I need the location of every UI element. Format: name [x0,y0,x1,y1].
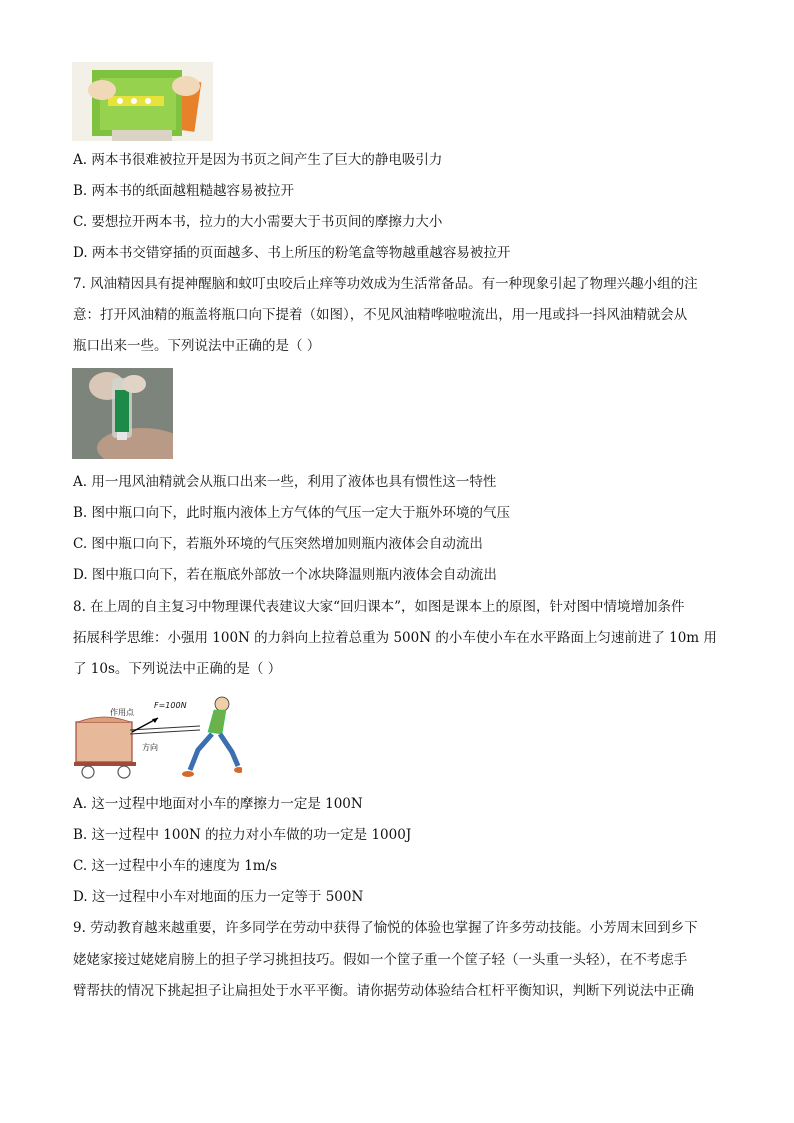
force-label: F=100N [154,701,187,710]
q9-stem-line-3: 臂帮扶的情况下挑起担子让扁担处于水平平衡。请你据劳动体验结合杠杆平衡知识，判断下列说法中正确 [73,983,694,999]
q8-option-c: C. 这一过程中小车的速度为 1m/s [73,858,278,874]
q8-option-a: A. 这一过程中地面对小车的摩擦力一定是 100N [73,796,363,812]
q7-option-d: D. 图中瓶口向下，若在瓶底外部放一个冰块降温则瓶内液体会自动流出 [73,567,497,583]
q8-option-b: B. 这一过程中 100N 的拉力对小车做的功一定是 1000J [73,827,412,843]
q8-stem-line-1: 8. 在上周的自主复习中物理课代表建议大家“回归课本”，如图是课本上的原图，针对图中情境增加条件 [73,599,685,615]
q7-stem-line-3: 瓶口出来一些。下列说法中正确的是（ ） [73,338,321,354]
books-photo [72,62,213,141]
q8-stem-line-3: 了 10s。下列说法中正确的是（ ） [73,661,282,677]
q9-stem-line-1: 9. 劳动教育越来越重要，许多同学在劳动中获得了愉悦的体验也掌握了许多劳动技能。小芳周末回到乡下 [73,920,698,936]
point-of-action-label: 作用点 [110,708,134,717]
oil-bottle-photo [72,368,173,459]
q6-option-b: B. 两本书的纸面越粗糙越容易被拉开 [73,183,295,199]
q9-stem-line-2: 姥姥家接过姥姥肩膀上的担子学习挑担技巧。假如一个筐子重一个筐子轻（一头重一头轻），在不考虑手 [73,952,688,968]
q8-option-d: D. 这一过程中小车对地面的压力一定等于 500N [73,889,364,905]
q7-stem-line-2: 意：打开风油精的瓶盖将瓶口向下提着（如图），不见风油精哗啦啦流出，用一甩或抖一抖风油精就会从 [73,307,688,323]
direction-label: 方向 [142,743,158,752]
q6-option-a: A. 两本书很难被拉开是因为书页之间产生了巨大的静电吸引力 [73,152,443,168]
q7-stem-line-1: 7. 风油精因具有提神醒脑和蚊叮虫咬后止痒等功效成为生活常备品。有一种现象引起了物理兴趣小组的注 [73,276,698,292]
q6-option-c: C. 要想拉开两本书，拉力的大小需要大于书页间的摩擦力大小 [73,214,443,230]
q8-stem-line-2: 拓展科学思维：小强用 100N 的力斜向上拉着总重为 500N 的小车使小车在水平路面上匀速前进了 10m 用 [73,630,717,646]
q7-option-a: A. 用一甩风油精就会从瓶口出来一些，利用了液体也具有惯性这一特性 [73,474,497,490]
q7-option-c: C. 图中瓶口向下，若瓶外环境的气压突然增加则瓶内液体会自动流出 [73,536,483,552]
q7-option-b: B. 图中瓶口向下，此时瓶内液体上方气体的气压一定大于瓶外环境的气压 [73,505,511,521]
cart-pull-figure [72,690,242,780]
q6-option-d: D. 两本书交错穿插的页面越多、书上所压的粉笔盒等物越重越容易被拉开 [73,245,511,261]
